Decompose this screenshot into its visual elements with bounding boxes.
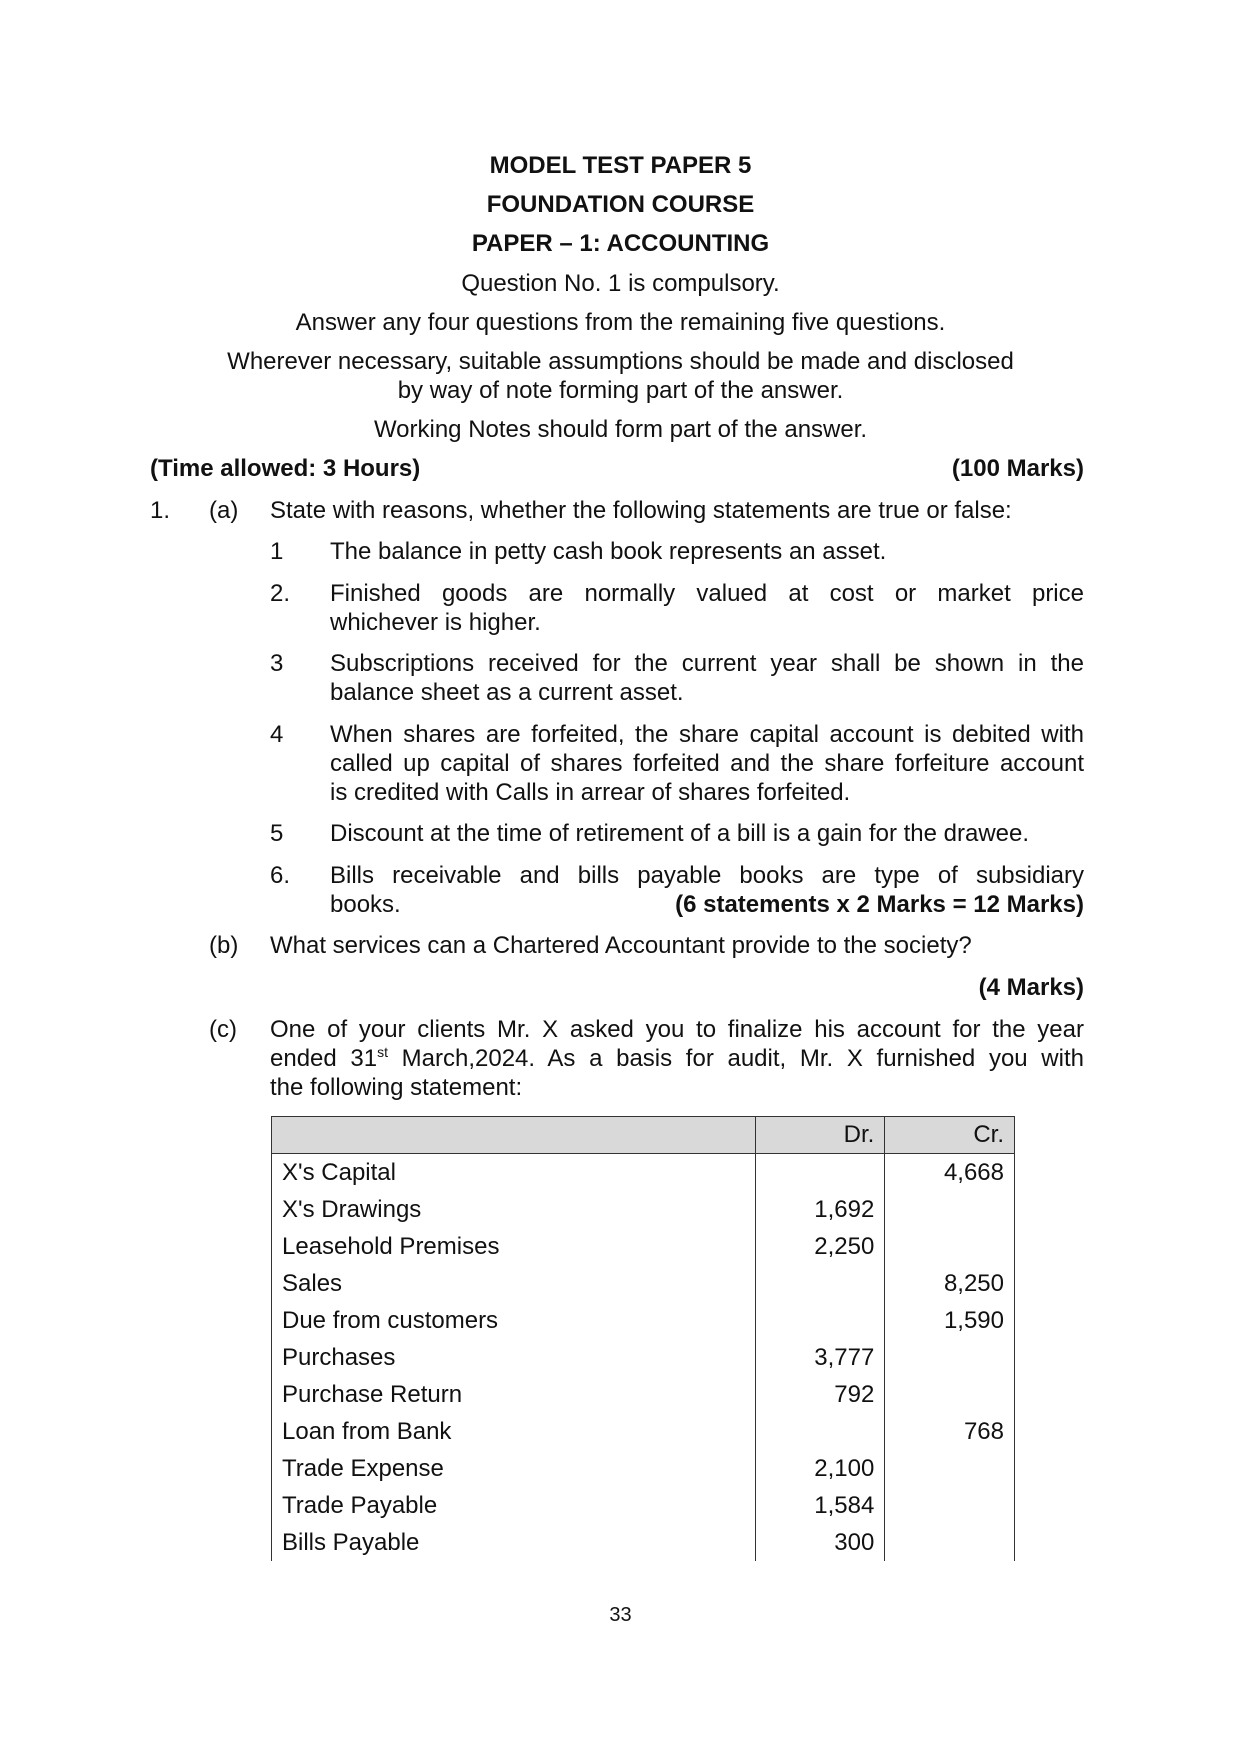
table-row [272,1524,1015,1561]
part-c-text: ended 31 [270,1045,378,1072]
table-row [272,1191,1015,1228]
statement-number: 2. [270,580,291,607]
part-c-line: the following statement: [270,1074,523,1101]
column-header-debit: Dr. [755,1117,885,1154]
debit-cell [755,1154,885,1192]
course-name: FOUNDATION COURSE [486,191,755,218]
statement-line: Discount at the time of retirement of a bill is a gain for the drawee. [330,820,1030,847]
credit-cell: 8,250 [885,1265,1015,1302]
part-c-text: March,2024. As a basis for audit, Mr. X furnished you with [388,1045,1084,1072]
account-cell: Purchase Return [272,1376,756,1413]
total-marks: (100 Marks) [951,455,1084,482]
statement-line: is credited with Calls in arrear of shares forfeited. [330,779,851,806]
table-row [272,1228,1015,1265]
paper-name: PAPER – 1: ACCOUNTING [471,230,770,257]
statement-number: 3 [270,650,284,677]
statement-table [271,1116,1015,1561]
account-cell: Due from customers [272,1302,756,1339]
statement-line: whichever is higher. [330,609,541,636]
credit-cell [885,1228,1015,1265]
table-row [272,1265,1015,1302]
statement-number: 6. [270,862,291,889]
account-cell: X's Drawings [272,1191,756,1228]
question-number: 1. [150,497,171,524]
time-allowed: (Time allowed: 3 Hours) [150,455,421,482]
column-header-credit: Cr. [885,1117,1015,1154]
debit-cell: 1,584 [755,1487,885,1524]
date-superscript: st [377,1044,388,1060]
part-b-prompt: What services can a Chartered Accountant provide to the society? [270,932,972,959]
account-cell: Sales [272,1265,756,1302]
account-cell: Bills Payable [272,1524,756,1561]
statement-line: balance sheet as a current asset. [330,679,684,706]
paper-title: MODEL TEST PAPER 5 [489,152,752,179]
credit-cell [885,1339,1015,1376]
account-cell: X's Capital [272,1154,756,1192]
debit-cell: 2,250 [755,1228,885,1265]
page-number: 33 [609,1604,632,1626]
part-a-prompt: State with reasons, whether the following statements are true or false: [270,497,1012,524]
part-c-label: (c) [209,1016,237,1043]
debit-cell [755,1302,885,1339]
debit-cell: 1,692 [755,1191,885,1228]
part-c-line [270,1045,1084,1073]
debit-cell: 300 [755,1524,885,1561]
table-row [272,1376,1015,1413]
account-cell: Leasehold Premises [272,1228,756,1265]
part-a-marks: (6 statements x 2 Marks = 12 Marks) [675,891,1084,918]
credit-cell: 1,590 [885,1302,1015,1339]
table-row [272,1154,1015,1192]
credit-cell: 768 [885,1413,1015,1450]
part-b-label: (b) [209,932,239,959]
part-a-label: (a) [209,497,239,524]
credit-cell [885,1191,1015,1228]
instruction-assumptions-line2: by way of note forming part of the answer. [397,377,844,404]
statement-line: Subscriptions received for the current year shall be shown in the [330,650,1084,677]
statement-line: books. [330,891,401,918]
instruction-answer-four: Answer any four questions from the remaining five questions. [295,309,946,336]
credit-cell: 4,668 [885,1154,1015,1192]
account-cell: Trade Payable [272,1487,756,1524]
statement-line: called up capital of shares forfeited and the share forfeiture account [330,750,1084,777]
account-cell: Purchases [272,1339,756,1376]
table-row [272,1487,1015,1524]
table-row [272,1339,1015,1376]
debit-cell: 792 [755,1376,885,1413]
debit-cell: 2,100 [755,1450,885,1487]
statement-number: 1 [270,538,284,565]
table-row [272,1302,1015,1339]
credit-cell [885,1376,1015,1413]
account-cell: Loan from Bank [272,1413,756,1450]
statement-line: Bills receivable and bills payable books are type of subsidiary [330,862,1084,889]
statement-line: Finished goods are normally valued at cost or market price [330,580,1084,607]
statement-line: The balance in petty cash book represents an asset. [330,538,887,565]
credit-cell [885,1450,1015,1487]
statement-line: When shares are forfeited, the share capital account is debited with [330,721,1084,748]
instruction-assumptions-line1: Wherever necessary, suitable assumptions should be made and disclosed [227,348,1014,375]
credit-cell [885,1524,1015,1561]
debit-cell: 3,777 [755,1339,885,1376]
part-b-marks: (4 Marks) [978,974,1084,1001]
credit-cell [885,1487,1015,1524]
debit-cell [755,1265,885,1302]
column-header-account [272,1117,756,1154]
table-header-row [272,1117,1015,1154]
debit-cell [755,1413,885,1450]
account-cell: Trade Expense [272,1450,756,1487]
statement-number: 5 [270,820,284,847]
statement-number: 4 [270,721,284,748]
instruction-working-notes: Working Notes should form part of the answer. [373,416,868,443]
part-c-line: One of your clients Mr. X asked you to finalize his account for the year [270,1016,1084,1043]
table-row [272,1450,1015,1487]
table-row [272,1413,1015,1450]
instruction-compulsory: Question No. 1 is compulsory. [461,270,780,297]
